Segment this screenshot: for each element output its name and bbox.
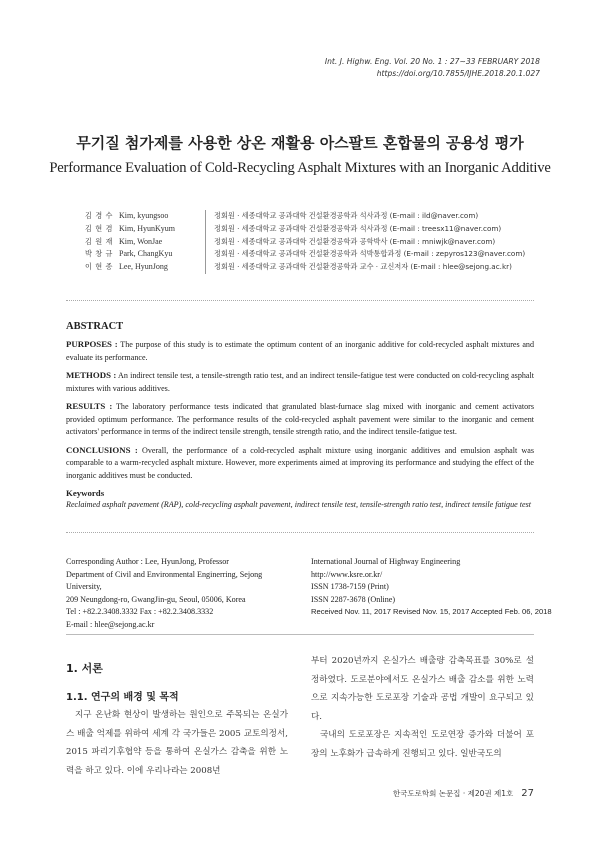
corr-line: 209 Neungdong-ro, GwangJin-gu, Seoul, 05006, Korea — [66, 594, 246, 604]
abstract-results — [66, 400, 534, 439]
title-korean: 무기질 첨가제를 사용한 상온 재활용 아스팔트 혼합물의 공용성 평가 — [76, 134, 524, 152]
divider — [205, 236, 206, 249]
doi-link[interactable]: https://doi.org/10.7855/IJHE.2018.20.1.027 — [376, 69, 540, 78]
purposes-label: PURPOSES : — [66, 339, 118, 349]
author-name-en: Lee, HyunJong — [119, 262, 168, 272]
page-number: 27 — [521, 788, 534, 799]
author-name-en: Kim, HyunKyum — [119, 223, 175, 233]
journal-url[interactable]: http://www.ksre.or.kr/ — [311, 569, 383, 579]
methods-label: METHODS : — [66, 370, 117, 380]
issn-print: ISSN 1738-7159 (Print) — [311, 582, 389, 592]
author-name-en: Kim, WonJae — [119, 236, 163, 246]
dotted-divider — [66, 532, 534, 533]
author-name-ko: 김 현 겸 — [85, 223, 113, 233]
author-affiliation: 정회원 · 세종대학교 공과대학 건설환경공학과 석박통합과정 (E-mail : zepyros123@naver.com) — [214, 249, 526, 259]
author-name-en: Park, ChangKyu — [119, 249, 173, 259]
received-dates: Received Nov. 11, 2017 Revised Nov. 15, 2017 Accepted Feb. 06, 2018 — [311, 607, 552, 617]
methods-text: An indirect tensile test, a tensile-strength ratio test, and an indirect tensile-fatigue test were conducted on cold-recycling asphalt mixtures with various additives. — [66, 371, 535, 393]
keywords-text: Reclaimed asphalt pavement (RAP), cold-recycling asphalt pavement, indirect tensile test, tensile-strength ratio test, indirect tensile fatigue test — [66, 500, 531, 509]
divider — [205, 210, 206, 223]
abstract-conclusions — [66, 444, 534, 483]
author-row — [85, 210, 525, 223]
author-name-ko: 이 현 종 — [85, 262, 113, 272]
results-label: RESULTS : — [66, 401, 113, 411]
author-row — [85, 236, 525, 249]
corr-line: Department of Civil and Environmental Enginerring, Sejong University, — [66, 569, 263, 592]
author-name-ko: 박 창 규 — [85, 249, 113, 259]
divider — [205, 261, 206, 274]
conclusions-label: CONCLUSIONS : — [66, 444, 138, 455]
page-footer — [393, 788, 534, 799]
author-list — [85, 210, 525, 274]
conclusions-text: Overall, the performance of a cold-recycled asphalt mixture using inorganic additives and emulsion asphalt was comparable to a warm-recycled asphalt mixture. However, more experiments aimed at improving its performance and studying the effect of the inorganic additives must be conducted. — [66, 445, 534, 480]
body-right-paragraph-2: 국내의 도로포장은 지속적인 도로연장 증가와 더불어 포장의 노후화가 급속하게 진행되고 있다. 일반국도의 — [311, 730, 534, 759]
dotted-divider — [66, 300, 534, 301]
author-name-ko: 김 경 수 — [85, 211, 113, 220]
abstract-heading: ABSTRACT — [66, 321, 124, 332]
author-row — [85, 248, 525, 261]
journal-line: Int. J. Highw. Eng. Vol. 20 No. 1 : 27~33 FEBRUARY 2018 — [324, 57, 540, 66]
author-affiliation: 정회원 · 세종대학교 공과대학 건설환경공학과 석사과정 (E-mail : treesx11@naver.com) — [214, 223, 502, 233]
body-left-paragraph: 지구 온난화 현상이 발생하는 원인으로 주목되는 온실가스 배출 억제를 위하여 세계 각 국가들은 2005 교토의정서, 2015 파리기후협약 등을 통하여 온실가스 감축을 위한 노력을 하고 있다. 이에 우리나라는 2008년 — [66, 710, 288, 776]
author-row — [85, 261, 525, 274]
issn-online: ISSN 2287-3678 (Online) — [311, 594, 396, 604]
author-name-ko: 김 원 재 — [85, 236, 113, 246]
divider — [205, 248, 206, 261]
footer-journal: 한국도로학회 논문집 · 제20권 제1호 — [392, 789, 514, 798]
journal-reference — [325, 56, 540, 80]
author-affiliation: 정회원 · 세종대학교 공과대학 건설환경공학과 공학박사 (E-mail : mniwjk@naver.com) — [214, 236, 496, 246]
body-right-paragraph-1: 부터 2020년까지 온실가스 배출량 감축목표를 30%로 설정하였다. 도로분야에서도 온실가스 배출 감소를 위한 노력으로 지속가능한 도로포장 기술과 공법 개발이 요구되고 있다. — [311, 656, 534, 722]
author-name-en: Kim, kyungsoo — [119, 211, 169, 220]
section-divider — [66, 634, 534, 635]
corresponding-author — [66, 556, 296, 632]
abstract-block — [66, 321, 534, 511]
section-heading: 1. 서론 — [66, 662, 103, 675]
corr-line: Corresponding Author : Lee, HyunJong, Professor — [66, 557, 229, 566]
keywords-heading: Keywords — [66, 488, 105, 498]
author-row — [85, 223, 525, 236]
abstract-purposes — [66, 338, 534, 364]
journal-info — [311, 556, 551, 619]
corr-line: Tel : +82.2.3408.3332 Fax : +82.2.3408.3332 — [66, 607, 214, 617]
results-text: The laboratory performance tests indicated that granulated blast-furnace slag mixed with inorganic and cement activators provided optimum performance. The performance results of the cold-recycled asphalt pavement were similar to the inorganic and cement activators' performance in terms of the indirect tensile strength, tensile strength ratio, and the indirect tensile-fatigue test. — [66, 402, 534, 436]
purposes-text: The purpose of this study is to estimate the optimum content of an inorganic additive for cold-recycled asphalt mixtures and evaluate its performance. — [66, 340, 535, 362]
title-english: Performance Evaluation of Cold-Recycling Asphalt Mixtures with an Inorganic Additive — [49, 160, 551, 176]
corr-email: E-mail : hlee@sejong.ac.kr — [66, 619, 155, 629]
abstract-methods — [66, 369, 534, 395]
author-affiliation: 정회원 · 세종대학교 공과대학 건설환경공학과 교수 · 교신저자 (E-mail : hlee@sejong.ac.kr) — [214, 262, 512, 272]
author-affiliation: 정회원 · 세종대학교 공과대학 건설환경공학과 석사과정 (E-mail : ild@naver.com) — [214, 211, 479, 220]
journal-name: International Journal of Highway Engineering — [311, 557, 461, 566]
subsection-heading: 1.1. 연구의 배경 및 목적 — [66, 692, 179, 703]
divider — [205, 223, 206, 236]
